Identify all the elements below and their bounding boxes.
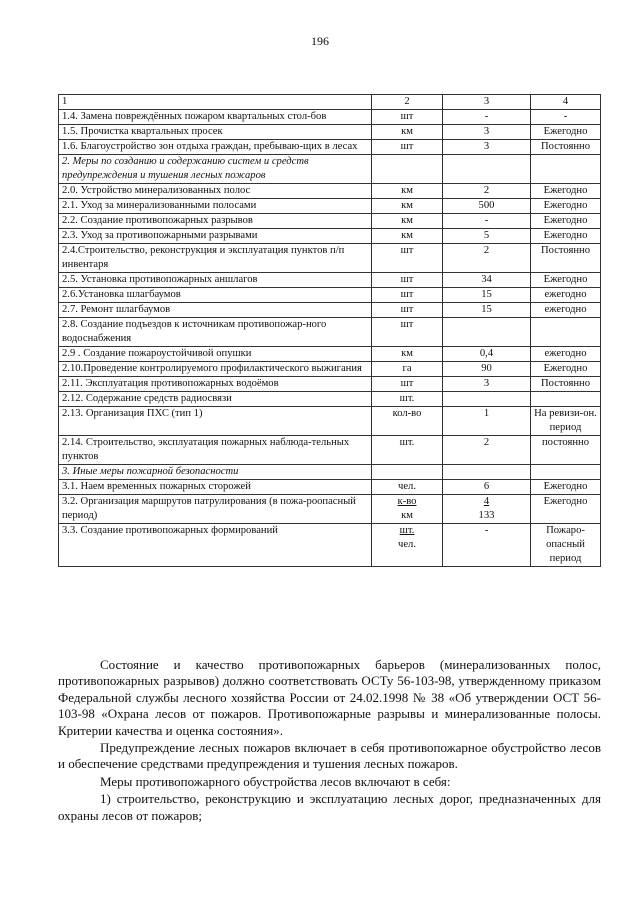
period-cell: Ежегодно	[531, 229, 601, 244]
period-cell	[531, 392, 601, 407]
period-cell: Постоянно	[531, 140, 601, 155]
period-cell: Постоянно	[531, 377, 601, 392]
quantity-cell: 90	[443, 362, 531, 377]
period-cell: На ревизи-он. период	[531, 407, 601, 436]
table-row	[59, 436, 601, 465]
quantity-cell: 2	[443, 436, 531, 465]
quantity-cell: 34	[443, 273, 531, 288]
unit-value: шт.	[399, 525, 415, 536]
unit-cell: га	[372, 362, 443, 377]
period-cell: ежегодно	[531, 288, 601, 303]
unit-value: к-во	[397, 496, 417, 507]
quantity-value: -	[484, 525, 489, 536]
table-row	[59, 392, 601, 407]
quantity-cell: 6	[443, 480, 531, 495]
paragraph: Состояние и качество противопожарных барьеров (минерализованных полос, противопожарных разрывов) должно соответствовать ОСТу 56-103-98, утвержденному приказом Федеральной службы лесного хозяйства России от 24.02.1998 № 38 «Об утверждении ОСТ 56-103-98 «Охрана лесов от пожаров. Противопожарные разрывы и минерализованные полосы. Критерии качества и оценка состояния».	[58, 657, 601, 738]
fire-measures-table	[58, 94, 601, 567]
unit-cell	[372, 524, 443, 567]
unit-cell: км	[372, 184, 443, 199]
period-cell	[531, 155, 601, 184]
paragraph: 1) строительство, реконструкцию и эксплуатацию лесных дорог, предназначенных для охраны лесов от пожаров;	[58, 791, 601, 823]
measure-cell: 2.8. Создание подъездов к источникам противопожар-ного водоснабжения	[59, 318, 372, 347]
unit-cell	[372, 495, 443, 524]
unit-cell: шт	[372, 140, 443, 155]
period-cell	[531, 318, 601, 347]
measure-cell: 1.4. Замена повреждённых пожаром квартальных стол-бов	[59, 110, 372, 125]
period-cell: Ежегодно	[531, 273, 601, 288]
unit-value: км	[401, 510, 413, 521]
unit-cell: шт.	[372, 436, 443, 465]
unit-cell	[372, 155, 443, 184]
period-cell: Ежегодно	[531, 480, 601, 495]
table-row	[59, 244, 601, 273]
table-row	[59, 377, 601, 392]
table-row	[59, 214, 601, 229]
quantity-cell: 3	[443, 125, 531, 140]
measure-cell: 2.0. Устройство минерализованных полос	[59, 184, 372, 199]
measure-cell: 2.3. Уход за противопожарными разрывами	[59, 229, 372, 244]
unit-cell: км	[372, 347, 443, 362]
unit-cell: шт	[372, 318, 443, 347]
unit-cell	[372, 465, 443, 480]
paragraph: Меры противопожарного обустройства лесов включают в себя:	[100, 773, 451, 789]
quantity-cell: 2	[443, 244, 531, 273]
period-cell: -	[531, 110, 601, 125]
period-cell: 4	[531, 95, 601, 110]
unit-cell: чел.	[372, 480, 443, 495]
quantity-value: 133	[478, 510, 495, 521]
unit-cell: км	[372, 214, 443, 229]
period-cell: Ежегодно	[531, 362, 601, 377]
quantity-cell: -	[443, 214, 531, 229]
period-cell: Ежегодно	[531, 184, 601, 199]
table-section-row	[59, 465, 601, 480]
measure-cell: 2.6.Установка шлагбаумов	[59, 288, 372, 303]
quantity-value: 4	[483, 496, 490, 507]
quantity-cell: 3	[443, 377, 531, 392]
unit-cell: шт	[372, 303, 443, 318]
period-cell	[531, 465, 601, 480]
table-row	[59, 524, 601, 567]
measure-cell: 3.1. Наем временных пожарных сторожей	[59, 480, 372, 495]
quantity-cell: 0,4	[443, 347, 531, 362]
quantity-cell: 5	[443, 229, 531, 244]
measure-cell: 2.13. Организация ПХС (тип 1)	[59, 407, 372, 436]
table-row	[59, 199, 601, 214]
quantity-cell	[443, 524, 531, 567]
period-cell: Ежегодно	[531, 199, 601, 214]
period-cell: ежегодно	[531, 303, 601, 318]
unit-cell: 2	[372, 95, 443, 110]
quantity-cell	[443, 465, 531, 480]
unit-cell: км	[372, 125, 443, 140]
period-cell: Пожаро-опасный период	[531, 524, 601, 567]
quantity-cell: 3	[443, 95, 531, 110]
table-row	[59, 229, 601, 244]
unit-cell: шт	[372, 273, 443, 288]
measure-cell: 1.6. Благоустройство зон отдыха граждан, пребываю-щих в лесах	[59, 140, 372, 155]
page-number: 196	[311, 34, 329, 48]
unit-cell: шт	[372, 288, 443, 303]
quantity-cell: 15	[443, 303, 531, 318]
measure-cell: 1.5. Прочистка квартальных просек	[59, 125, 372, 140]
quantity-cell	[443, 392, 531, 407]
table-row	[59, 184, 601, 199]
measure-cell: 2.2. Создание противопожарных разрывов	[59, 214, 372, 229]
table-row	[59, 303, 601, 318]
measure-cell: 2.14. Строительство, эксплуатация пожарных наблюда-тельных пунктов	[59, 436, 372, 465]
period-cell: Ежегодно	[531, 214, 601, 229]
period-cell: Ежегодно	[531, 495, 601, 524]
period-cell: постоянно	[531, 436, 601, 465]
measure-cell: 1	[59, 95, 372, 110]
measure-cell: 3.2. Организация маршрутов патрулирования (в пожа-роопасный период)	[59, 495, 372, 524]
measure-cell: 3.3. Создание противопожарных формирований	[59, 524, 372, 567]
table-row	[59, 125, 601, 140]
table-section-row	[59, 155, 601, 184]
measure-cell: 2.12. Содержание средств радиосвязи	[59, 392, 372, 407]
table-row	[59, 347, 601, 362]
measure-cell: 2.11. Эксплуатация противопожарных водоёмов	[59, 377, 372, 392]
quantity-cell	[443, 155, 531, 184]
paragraph: Предупреждение лесных пожаров включает в себя противопожарное обустройство лесов и обеспечение средствами предупреждения и тушения лесных пожаров.	[58, 740, 601, 772]
unit-cell: шт	[372, 244, 443, 273]
unit-cell: км	[372, 199, 443, 214]
measure-cell: 2.10.Проведение контролируемого профилактического выжигания	[59, 362, 372, 377]
body-text	[58, 657, 601, 825]
table-row	[59, 495, 601, 524]
period-cell: ежегодно	[531, 347, 601, 362]
period-cell: Ежегодно	[531, 125, 601, 140]
quantity-cell	[443, 318, 531, 347]
unit-cell: шт	[372, 377, 443, 392]
measure-cell: 2. Меры по созданию и содержанию систем и средств предупреждения и тушения лесных пожаров	[59, 155, 372, 184]
unit-cell: км	[372, 229, 443, 244]
table-row	[59, 407, 601, 436]
unit-cell: кол-во	[372, 407, 443, 436]
table-row	[59, 318, 601, 347]
table-row	[59, 140, 601, 155]
measure-cell: 3. Иные меры пожарной безопасности	[59, 465, 372, 480]
table-row	[59, 288, 601, 303]
unit-cell: шт.	[372, 392, 443, 407]
table-row	[59, 362, 601, 377]
quantity-cell: -	[443, 110, 531, 125]
quantity-cell: 500	[443, 199, 531, 214]
measure-cell: 2.1. Уход за минерализованными полосами	[59, 199, 372, 214]
unit-cell: шт	[372, 110, 443, 125]
quantity-cell: 1	[443, 407, 531, 436]
quantity-cell: 15	[443, 288, 531, 303]
measure-cell: 2.4.Строительство, реконструкция и эксплуатация пунктов п/п инвентаря	[59, 244, 372, 273]
measure-cell: 2.5. Установка противопожарных аншлагов	[59, 273, 372, 288]
unit-value: чел.	[398, 539, 416, 550]
quantity-cell	[443, 495, 531, 524]
quantity-cell: 3	[443, 140, 531, 155]
measure-cell: 2.7. Ремонт шлагбаумов	[59, 303, 372, 318]
table-row	[59, 273, 601, 288]
period-cell: Постоянно	[531, 244, 601, 273]
table-header-row	[59, 95, 601, 110]
table-row	[59, 480, 601, 495]
quantity-cell: 2	[443, 184, 531, 199]
table-row	[59, 110, 601, 125]
measure-cell: 2.9 . Создание пожароустойчивой опушки	[59, 347, 372, 362]
